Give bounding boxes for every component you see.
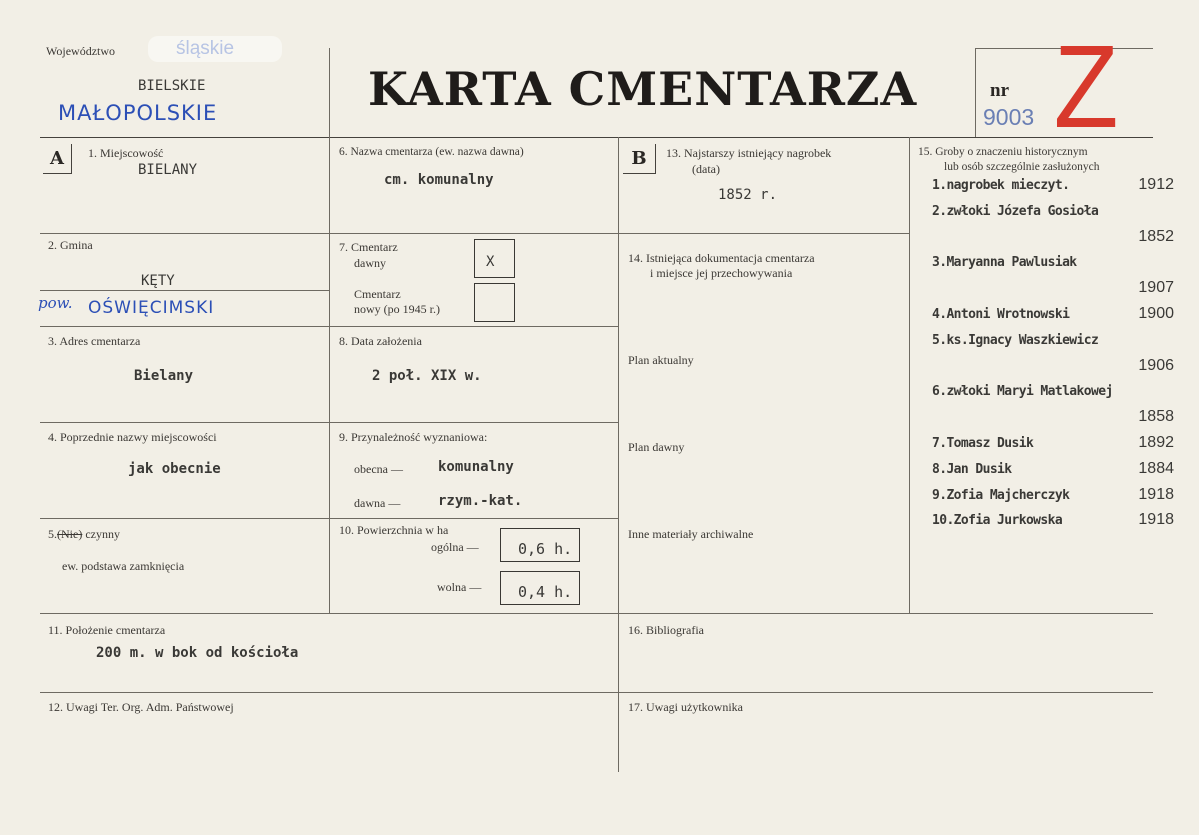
grave-entry (932, 228, 1174, 250)
field-10-free-label: wolna — (437, 580, 482, 594)
grave-entry (932, 357, 1174, 379)
grave-entry-year: 1907 (1138, 279, 1174, 297)
field-10-label: 10. Powierzchnia w ha (339, 523, 449, 537)
row-line-a4 (40, 518, 618, 519)
field-14-label-1: 14. Istniejąca dokumentacja cmentarza (628, 251, 815, 265)
grave-entry-year: 1858 (1138, 408, 1174, 426)
gmina-underline (40, 290, 329, 291)
field-10-total-label: ogólna — (431, 540, 479, 554)
page-title: KARTA CMENTARZA (368, 62, 918, 116)
grave-entry (932, 460, 1174, 482)
section-b-letter: B (623, 144, 656, 174)
field-2-hand-value: OŚWIĘCIMSKI (88, 298, 215, 318)
nr-divider (975, 48, 976, 137)
header-rule (40, 137, 1153, 138)
field-7-label-4: nowy (po 1945 r.) (354, 302, 440, 316)
field-10-total-value: 0,6 h. (518, 540, 573, 558)
old-cemetery-check-mark: X (486, 254, 495, 270)
other-materials-label: Inne materiały archiwalne (628, 527, 754, 541)
field-5-sub-label: ew. podstawa zamknięcia (62, 559, 185, 573)
grave-entry-text: 3.Maryanna Pawlusiak (932, 255, 1077, 271)
voivodeship-crossed-out: śląskie (176, 38, 235, 59)
grave-entry-text: 6.zwłoki Maryi Matlakowej (932, 384, 1113, 400)
field-12-label: 12. Uwagi Ter. Org. Adm. Państwowej (48, 700, 234, 714)
grave-entry-text: 10.Zofia Jurkowska (932, 513, 1063, 529)
field-9-label: 9. Przynależność wyznaniowa: (339, 430, 488, 444)
grave-entry-year: 1906 (1138, 356, 1174, 374)
grave-entry-year: 1884 (1138, 459, 1174, 477)
grave-entry (932, 331, 1174, 353)
grave-entry-text: 1.nagrobek mieczyt. (932, 178, 1070, 193)
field-5-suffix: czynny (82, 527, 120, 541)
field-2-label: 2. Gmina (48, 238, 93, 252)
grave-entry-year: 1912 (1138, 176, 1174, 193)
field-13-label-2: (data) (692, 162, 720, 176)
grave-entry-year: 1892 (1138, 434, 1174, 451)
row-line-a3 (40, 422, 618, 423)
field-3-value: Bielany (134, 368, 194, 384)
field-11-value: 200 m. w bok od kościoła (96, 645, 299, 661)
column-divider-1 (329, 48, 330, 613)
field-10-free-value: 0,4 h. (518, 583, 573, 601)
field-5-prefix: 5. (48, 527, 57, 541)
grave-entry-text: 4.Antoni Wrotnowski (932, 307, 1070, 322)
red-mark: Z (1053, 21, 1119, 153)
grave-entry (932, 511, 1174, 533)
field-13-value: 1852 r. (718, 187, 778, 203)
row-line-12 (40, 692, 1153, 693)
grave-entry (932, 408, 1174, 430)
field-3-label: 3. Adres cmentarza (48, 334, 141, 348)
row-line-a2 (40, 326, 618, 327)
column-divider-3 (909, 137, 910, 613)
grave-entry-year: 1900 (1138, 305, 1174, 322)
field-1-value: BIELANY (138, 162, 198, 178)
row-line-b1 (618, 233, 909, 234)
grave-entry-text: 2.zwłoki Józefa Gosioła (932, 203, 1099, 219)
grave-entry-text: 8.Jan Dusik (932, 461, 1012, 477)
plan-old-label: Plan dawny (628, 440, 685, 454)
grave-entry-year: 1918 (1138, 485, 1174, 503)
row-line-a1 (40, 233, 618, 234)
grave-entry-year: 1852 (1138, 227, 1174, 245)
grave-entry-text: 7.Tomasz Dusik (932, 436, 1034, 451)
field-7-label-1: 7. Cmentarz (339, 240, 398, 254)
section-a-letter: A (43, 144, 72, 174)
grave-entry (932, 176, 1174, 198)
field-15-label-2: lub osób szczególnie zasłużonych (944, 161, 1100, 173)
new-cemetery-checkbox (474, 283, 515, 322)
grave-entry (932, 382, 1174, 404)
plan-current-label: Plan aktualny (628, 353, 694, 367)
grave-entry-text: 5.ks.Ignacy Waszkiewicz (932, 332, 1099, 348)
grave-entry-text: 9.Zofia Majcherczyk (932, 487, 1070, 503)
field-2-value: KĘTY (141, 273, 175, 289)
grave-entry-year: 1918 (1138, 511, 1174, 529)
field-9-old-value: rzym.-kat. (438, 493, 523, 509)
field-4-value: jak obecnie (128, 461, 221, 477)
field-4-label: 4. Poprzednie nazwy miejscowości (48, 430, 217, 444)
field-11-label: 11. Położenie cmentarza (48, 623, 166, 637)
field-6-value: cm. komunalny (384, 172, 494, 188)
grave-entry (932, 486, 1174, 508)
grave-entry (932, 279, 1174, 301)
grave-entry (932, 253, 1174, 275)
field-9-now-value: komunalny (438, 459, 514, 475)
field-17-label: 17. Uwagi użytkownika (628, 700, 743, 714)
field-6-label: 6. Nazwa cmentarza (ew. nazwa dawna) (339, 146, 524, 158)
field-7-label-2: dawny (354, 256, 386, 270)
field-8-label: 8. Data założenia (339, 334, 422, 348)
field-13-label-1: 13. Najstarszy istniejący nagrobek (666, 146, 832, 160)
field-8-value: 2 poł. XIX w. (372, 368, 482, 384)
field-7-label-3: Cmentarz (354, 287, 401, 301)
voivodeship-typed: BIELSKIE (138, 78, 206, 94)
field-15-label-1: 15. Groby o znaczeniu historycznym (918, 146, 1088, 158)
voivodeship-handwritten: MAŁOPOLSKIE (58, 101, 218, 125)
field-16-label: 16. Bibliografia (628, 623, 704, 637)
grave-entry (932, 305, 1174, 327)
grave-entry (932, 434, 1174, 456)
nr-value: 9003 (983, 104, 1035, 130)
voivodeship-label: Województwo (46, 44, 116, 58)
field-5-struck: (Nie) (57, 527, 83, 541)
field-2-hand-prefix: pow. (38, 294, 73, 312)
old-cemetery-checkbox (474, 239, 515, 278)
field-14-label-2: i miejsce jej przechowywania (650, 266, 793, 280)
field-1-label: 1. Miejscowość (88, 146, 164, 160)
field-9-now-label: obecna — (354, 462, 403, 476)
nr-label: nr (990, 80, 1009, 101)
field-5-label (48, 527, 120, 542)
grave-entry (932, 202, 1174, 224)
row-line-11 (40, 613, 1153, 614)
field-9-old-label: dawna — (354, 496, 401, 510)
